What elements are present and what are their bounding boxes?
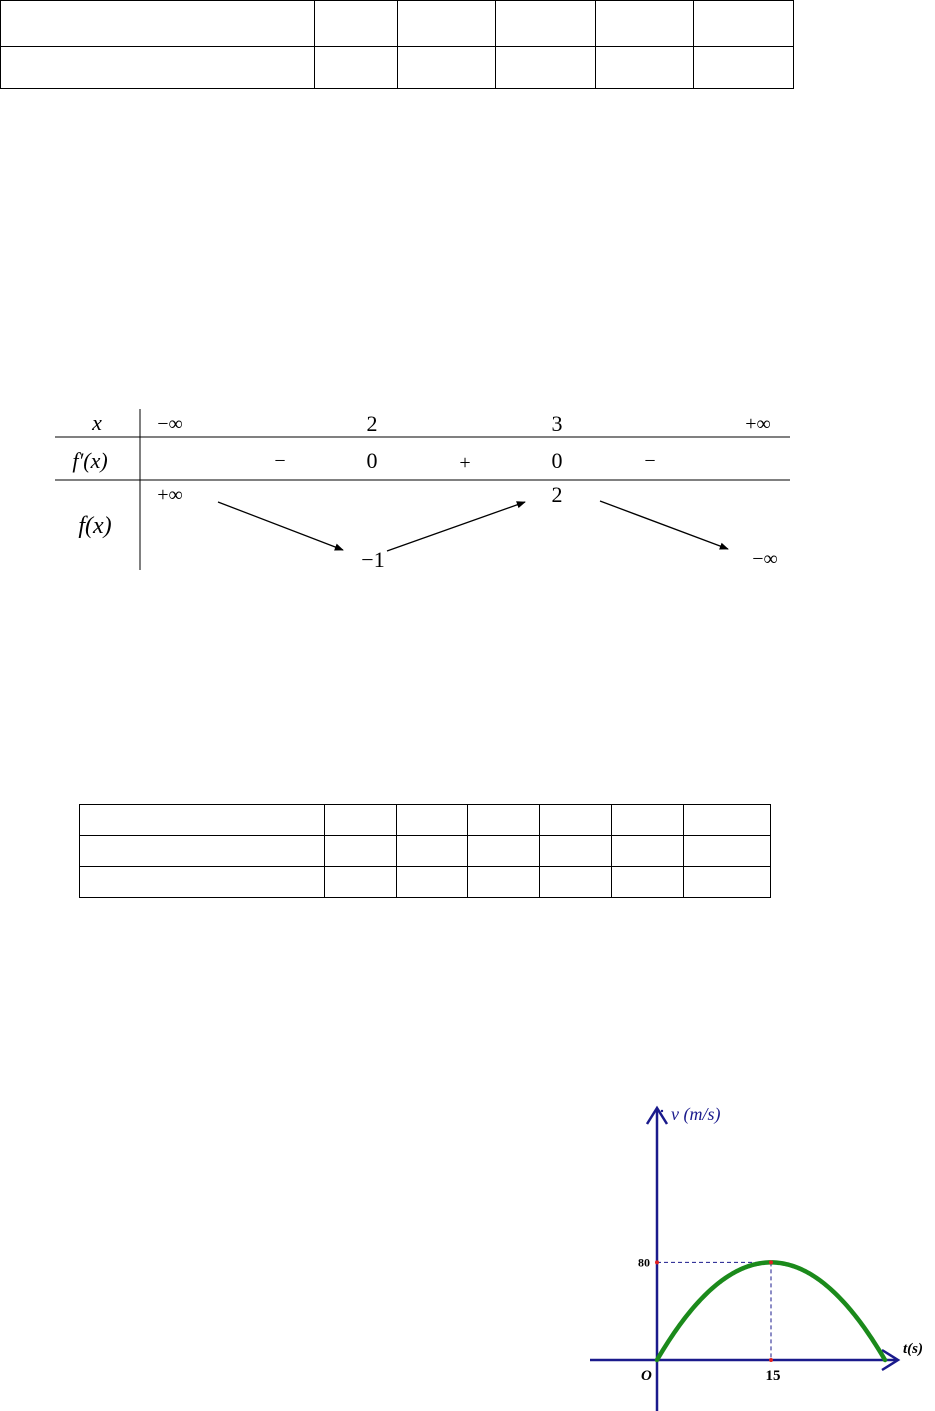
variation-table	[0, 395, 935, 595]
sign-minus-2: −	[644, 450, 656, 472]
table-cell	[468, 867, 540, 898]
decreasing-arrow-2	[600, 501, 728, 549]
table-cell	[80, 836, 325, 867]
row-label-x: x	[92, 410, 102, 435]
x-axis-peak-marker	[769, 1358, 773, 1362]
table-cell	[80, 805, 325, 836]
table-cell	[324, 805, 396, 836]
table-cell	[540, 836, 612, 867]
table-row	[80, 836, 771, 867]
y-tick-label-peak: 80	[638, 1255, 650, 1270]
table-cell	[1, 1, 315, 47]
x-value-pos-inf: +∞	[745, 413, 771, 435]
table-row	[1, 1, 794, 47]
table-cell	[398, 47, 496, 89]
sign-plus: +	[459, 452, 471, 474]
x-value-2: 2	[366, 411, 378, 436]
table-row	[80, 867, 771, 898]
axis-label-dot	[661, 1110, 663, 1112]
table-cell	[684, 867, 771, 898]
table-cell	[596, 1, 694, 47]
table-cell	[1, 47, 315, 89]
table-cell	[396, 867, 468, 898]
table-cell	[694, 47, 794, 89]
table-cell	[612, 805, 684, 836]
decreasing-arrow-1	[218, 502, 343, 550]
table-cell	[80, 867, 325, 898]
table-cell	[468, 836, 540, 867]
x-tick-label-peak: 15	[765, 1368, 781, 1384]
table-cell	[694, 1, 794, 47]
table-cell	[314, 47, 398, 89]
table-cell	[496, 47, 596, 89]
y-axis-label: v (m/s)	[671, 1104, 721, 1124]
table-cell	[468, 805, 540, 836]
fprime-zero-1: 0	[366, 448, 378, 473]
sign-minus-1: −	[274, 450, 286, 472]
table-cell	[684, 836, 771, 867]
table-cell	[684, 805, 771, 836]
table-cell	[612, 867, 684, 898]
guide-lines	[657, 1262, 771, 1360]
f-value-max: 2	[551, 482, 563, 507]
x-axis-label: t(s)	[903, 1341, 923, 1357]
empty-table-top	[0, 0, 794, 89]
fprime-zero-2: 0	[551, 448, 563, 473]
empty-table-bottom	[79, 804, 771, 898]
x-value-3: 3	[551, 411, 563, 436]
f-value-pos-inf: +∞	[157, 484, 183, 506]
table-cell	[540, 867, 612, 898]
origin-label: O	[641, 1368, 652, 1384]
table-row	[80, 805, 771, 836]
table-cell	[314, 1, 398, 47]
table-cell	[324, 867, 396, 898]
table-cell	[398, 1, 496, 47]
table-cell	[324, 836, 396, 867]
x-value-neg-inf: −∞	[157, 413, 183, 435]
table-cell	[396, 805, 468, 836]
table-cell	[540, 805, 612, 836]
f-value-neg-inf: −∞	[752, 548, 778, 570]
y-axis-peak-marker	[655, 1260, 659, 1264]
table-cell	[496, 1, 596, 47]
row-label-fprime: f′(x)	[72, 448, 108, 473]
table-cell	[612, 836, 684, 867]
f-value-min: −1	[361, 547, 385, 572]
table-cell	[596, 47, 694, 89]
table-cell	[396, 836, 468, 867]
velocity-graph	[560, 1080, 935, 1411]
table-row	[1, 47, 794, 89]
peak-point-marker	[769, 1260, 773, 1264]
row-label-f: f(x)	[78, 513, 112, 539]
increasing-arrow	[387, 502, 525, 551]
point-markers	[655, 1260, 773, 1362]
